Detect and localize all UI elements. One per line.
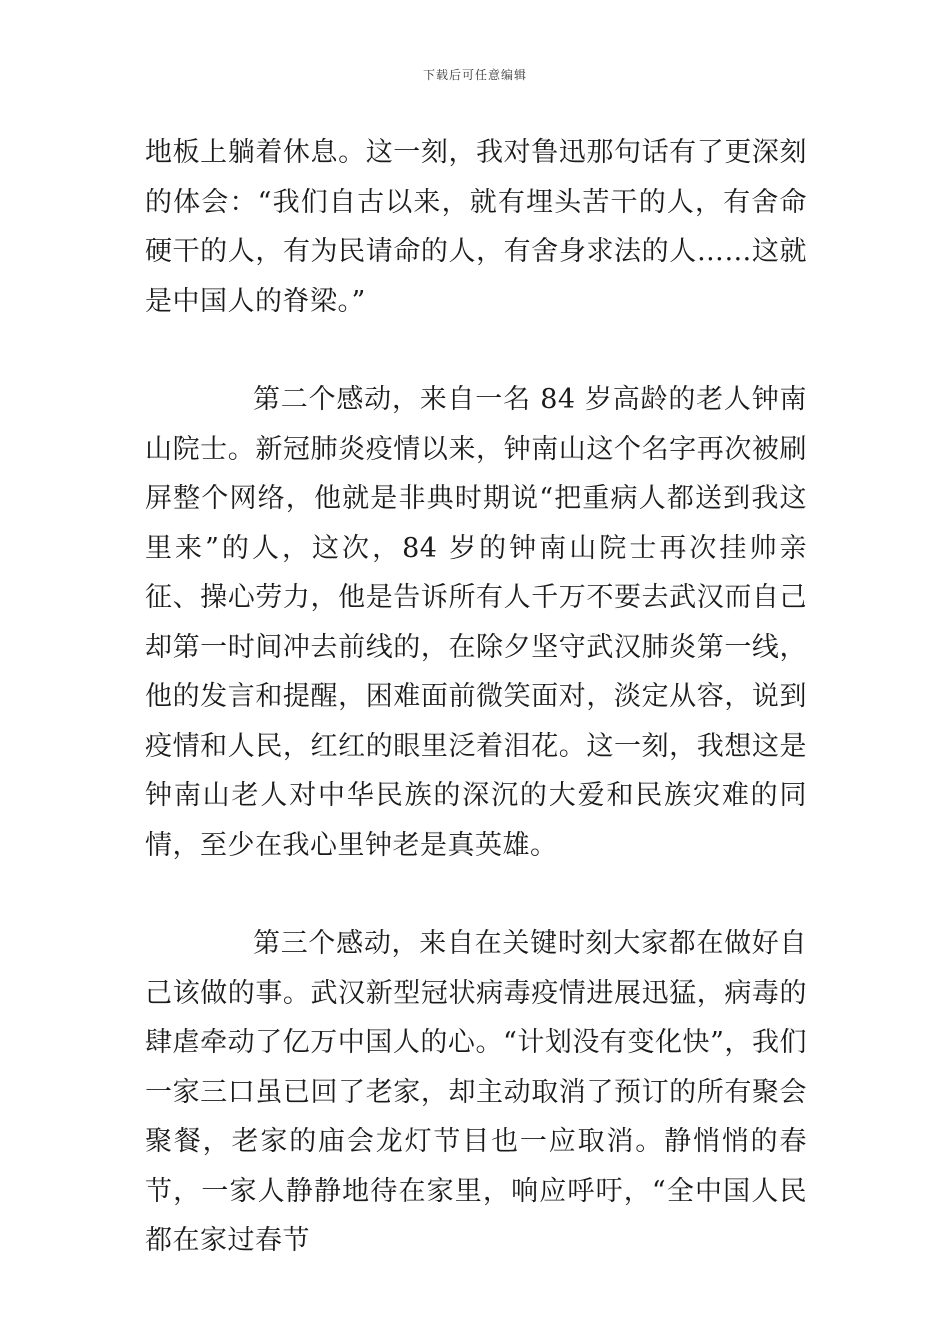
paragraph-3: 第三个感动，来自在关键时刻大家都在做好自己该做的事。武汉新型冠状病毒疫情进展迅猛，病毒的肆虐牵动了亿万中国人的心。“计划没有变化快”，我们一家三口虽已回了老家，却主动取消了预订的所有聚会聚餐，老家的庙会龙灯节目也一应取消。静悄悄的春节，一家人静静地待在家里，响应呼吁，“全中国人民都在家过春节: [145, 928, 807, 1256]
page-header: 下载后可任意编辑: [422, 68, 527, 82]
paragraph-1: 地板上躺着休息。这一刻，我对鲁迅那句话有了更深刻的体会：“我们自古以来，就有埋头苦干的人，有舍命硬干的人，有为民请命的人，有舍身求法的人……这就是中国人的脊梁。”: [145, 137, 807, 317]
paragraph-2: 第二个感动，来自一名 84 岁高龄的老人钟南山院士。新冠肺炎疫情以来，钟南山这个名字再次被刷屏整个网络，他就是非典时期说“把重病人都送到我这里来”的人，这次，84 岁的钟南山院士再次挂帅亲征、操心劳力，他是告诉所有人千万不要去武汉而自己却第一时间冲去前线的，在除夕坚守武汉肺炎第一线，他的发言和提醒，困难面前微笑面对，淡定从容，说到疫情和人民，红红的眼里泛着泪花。这一刻，我想这是钟南山老人对中华民族的深沉的大爱和民族灾难的同情，至少在我心里钟老是真英雄。: [145, 384, 807, 861]
document-body: [145, 128, 807, 1315]
